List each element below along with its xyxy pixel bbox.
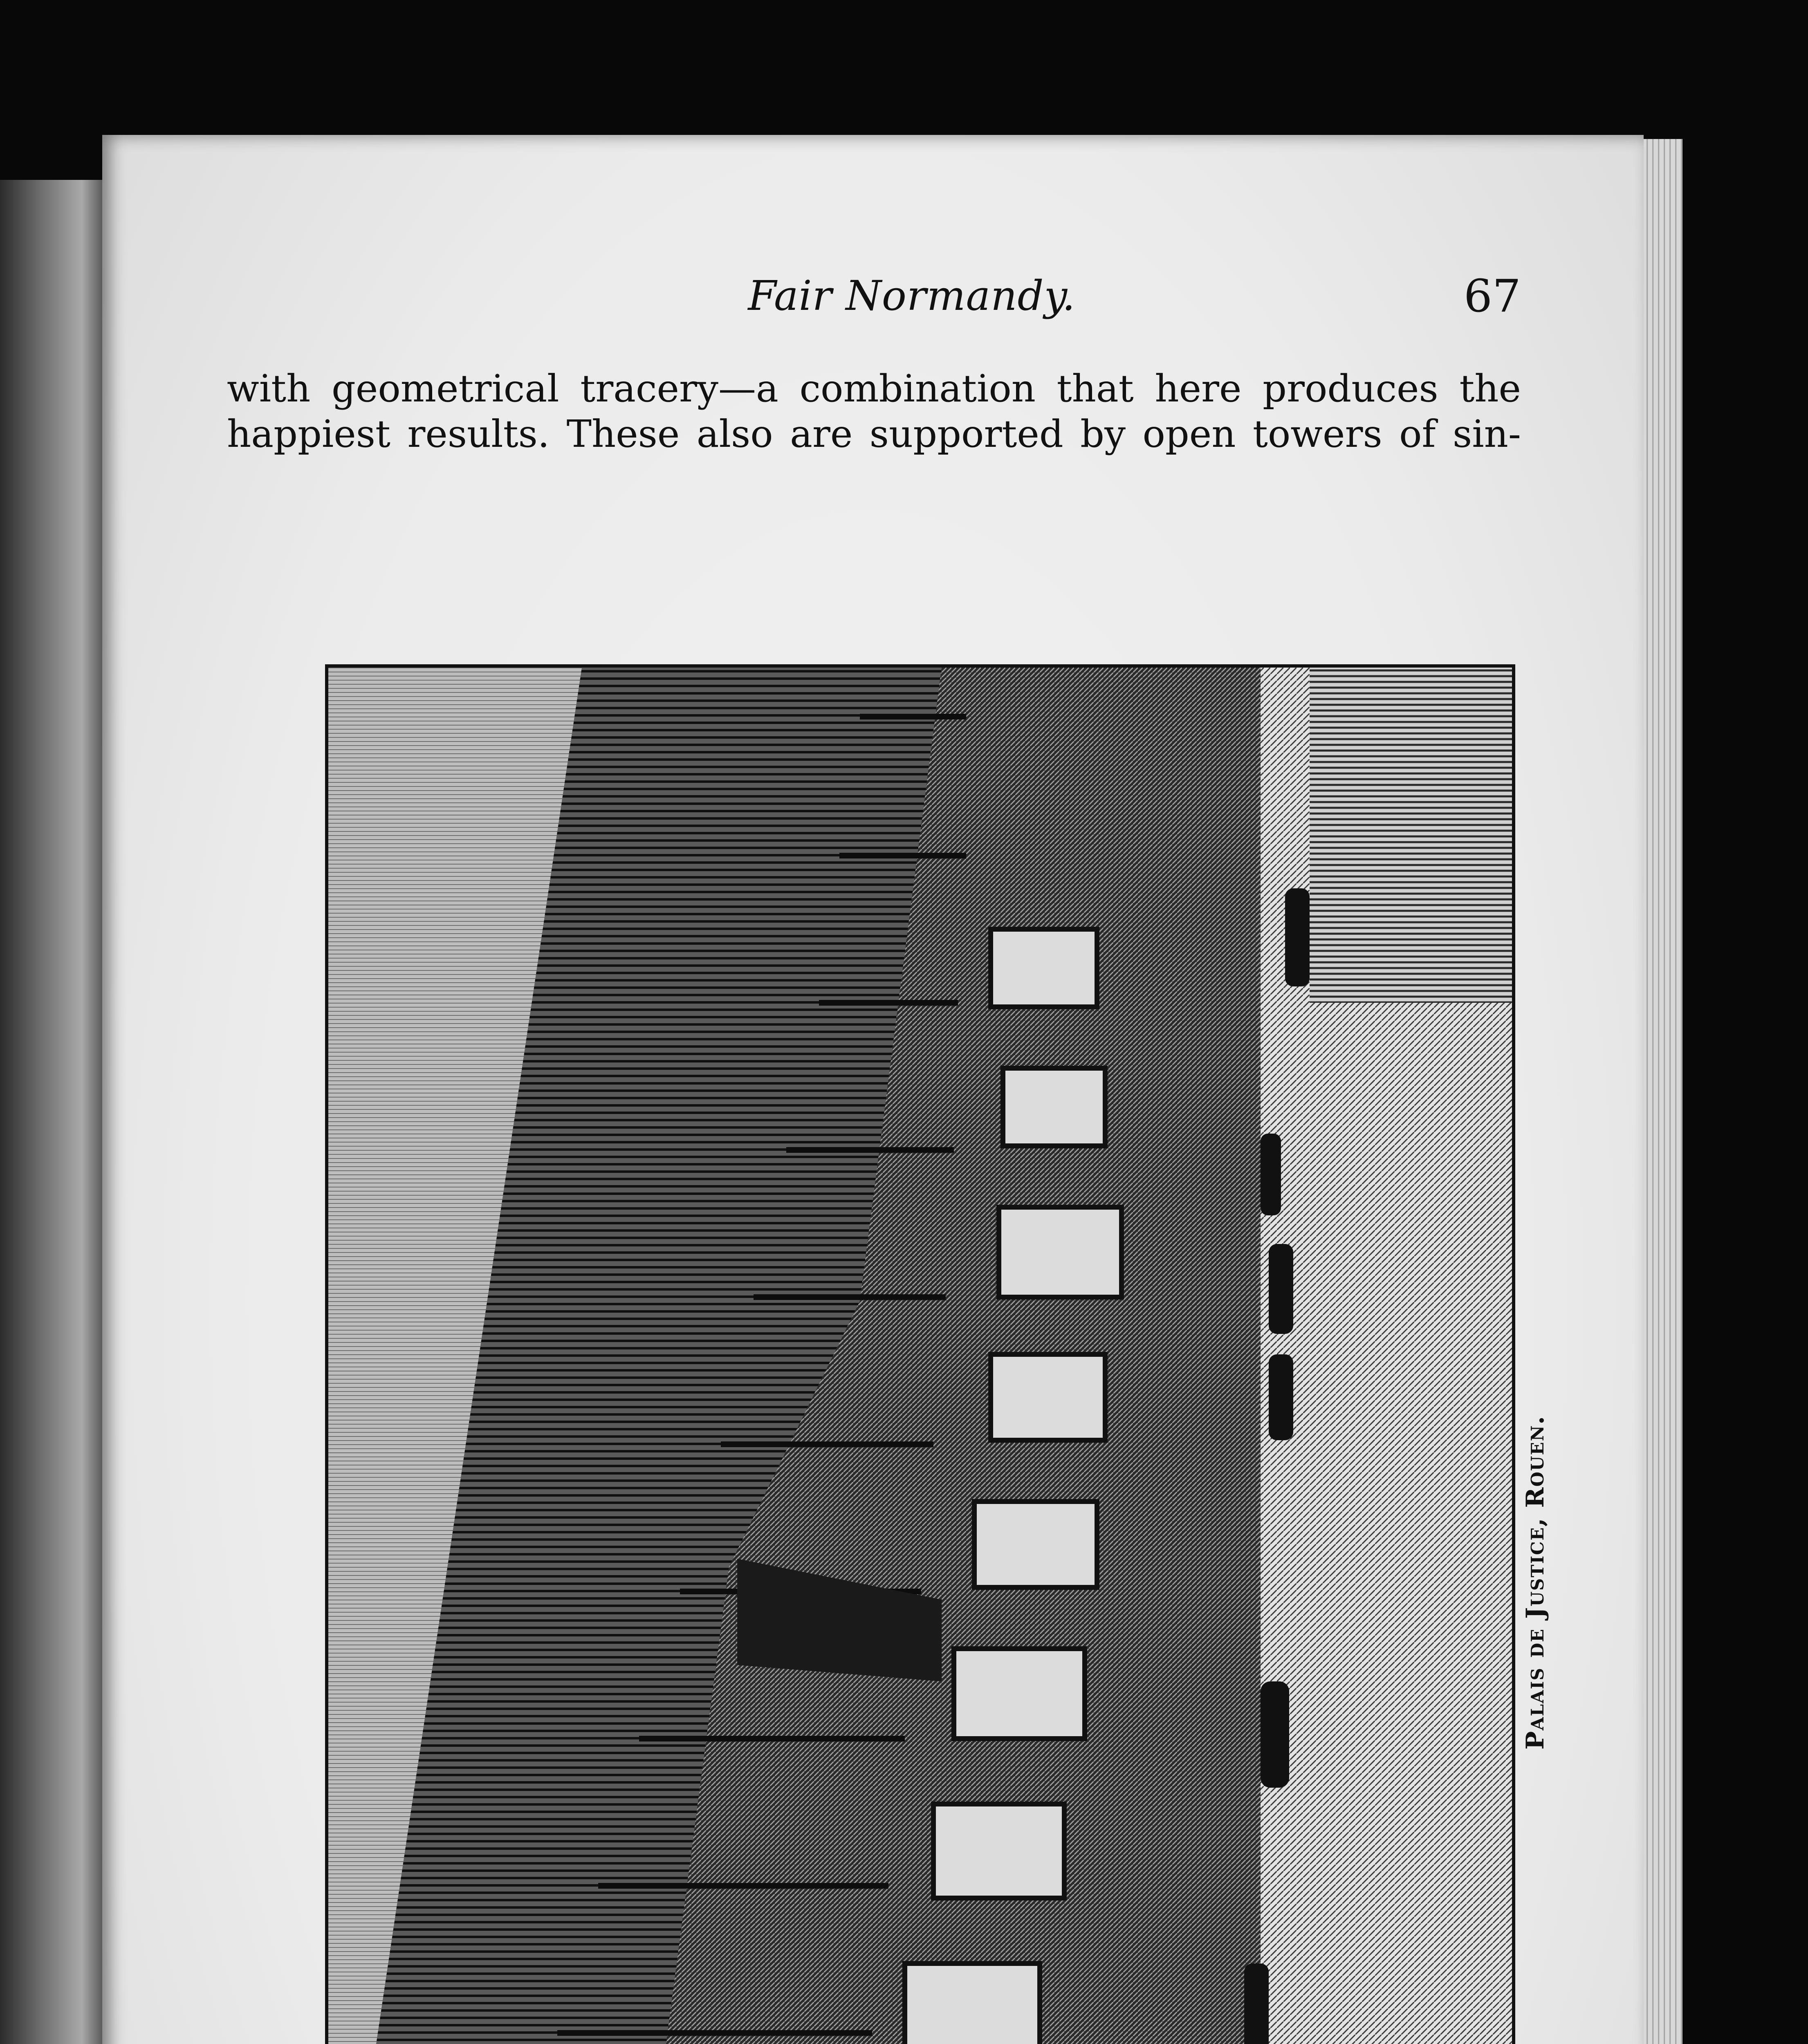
text-line: with geometrical tracery—a combination that here produces the	[227, 367, 1521, 410]
facing-page-edge	[0, 180, 102, 2044]
body-text-top	[227, 366, 1521, 457]
page-number: 67	[1464, 270, 1521, 322]
book-page	[102, 135, 1644, 2044]
text-line: happiest results. These also are supported by open towers of sin-	[227, 412, 1521, 456]
running-head: Fair Normandy.	[748, 272, 1076, 320]
caption-text: Palais de Justice, Rouen.	[1521, 1415, 1550, 1750]
illustration-caption	[1521, 1415, 1586, 1750]
distant-street	[1310, 668, 1512, 1003]
engraving-drawing	[328, 668, 1512, 2044]
engraving-illustration	[325, 664, 1515, 2044]
